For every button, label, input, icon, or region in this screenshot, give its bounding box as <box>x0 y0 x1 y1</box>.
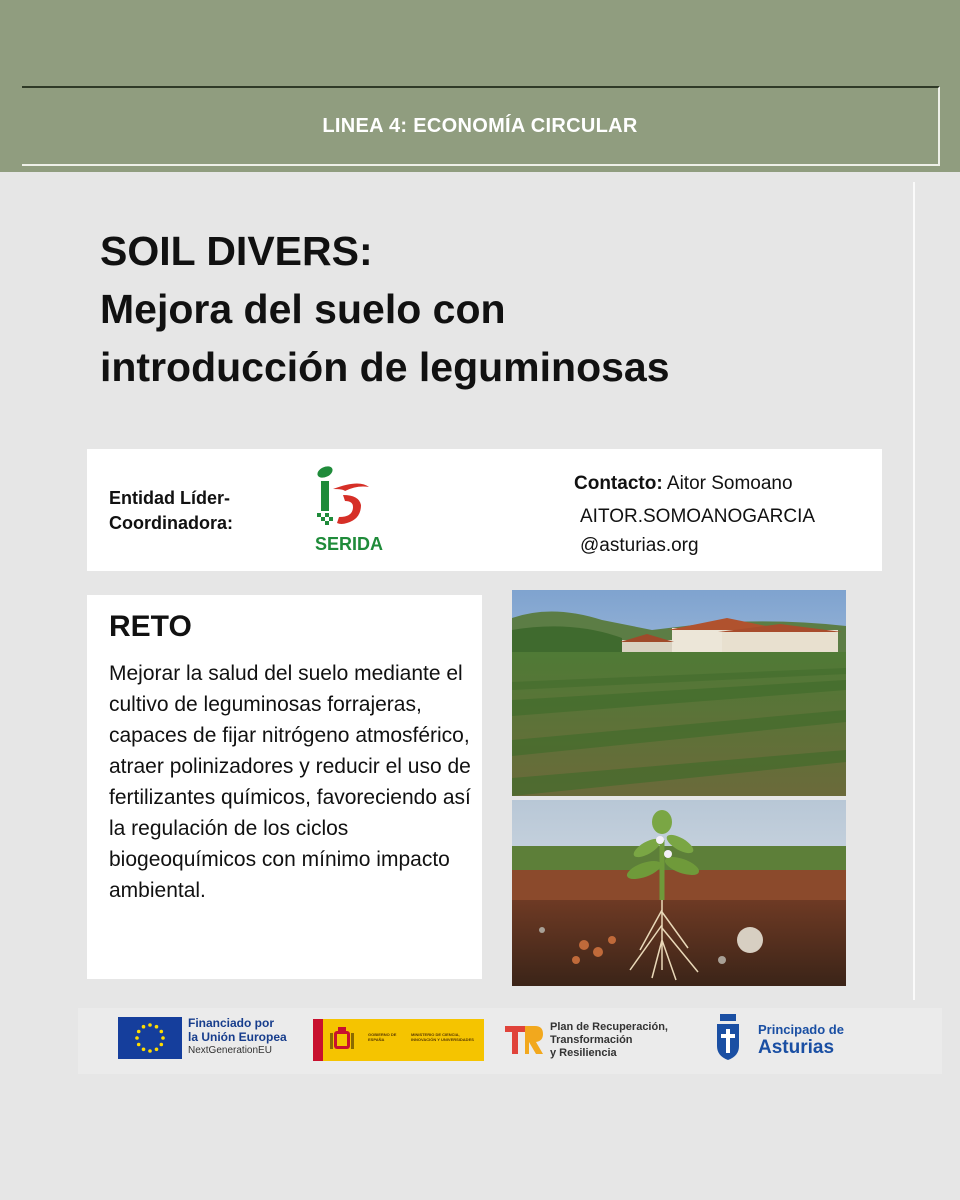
title-line-1: SOIL DIVERS: <box>100 228 373 274</box>
gobierno-text: GOBIERNO DE ESPAÑA <box>368 1032 397 1042</box>
entity-panel <box>87 449 882 571</box>
prtr-line-3: y Resiliencia <box>550 1047 617 1059</box>
reto-panel <box>87 595 482 979</box>
field-photo <box>512 590 846 796</box>
prtr-line-1: Plan de Recuperación, <box>550 1021 668 1033</box>
eu-funding-text <box>188 1016 287 1058</box>
spain-crest-icon <box>327 1025 357 1055</box>
contact-email-line-2[interactable]: @asturias.org <box>580 535 699 556</box>
title-line-3: introducción de leguminosas <box>100 344 670 390</box>
eu-flag-icon <box>118 1017 182 1059</box>
contact-label: Contacto: <box>574 473 663 494</box>
ministerio-text: MINISTERIO DE CIENCIA, INNOVACIÓN Y UNIVERSIDADES <box>411 1032 474 1042</box>
entity-label-line-1: Entidad Líder- <box>109 488 230 508</box>
eu-line-2: la Unión Europea <box>188 1030 287 1044</box>
contact-row <box>574 467 815 500</box>
entity-label <box>109 486 233 536</box>
line-title: LINEA 4: ECONOMÍA CIRCULAR <box>322 114 638 137</box>
asturias-crest-icon <box>714 1012 742 1062</box>
asturias-text <box>758 1022 844 1058</box>
contact-name: Aitor Somoano <box>666 473 793 494</box>
line-banner <box>22 86 940 166</box>
eu-line-3: NextGenerationEU <box>188 1045 272 1056</box>
prtr-text <box>550 1021 668 1060</box>
right-divider <box>913 182 915 1000</box>
contact-email-line-1[interactable]: AITOR.SOMOANOGARCIA <box>580 506 816 527</box>
asturias-line-2: Asturias <box>758 1037 835 1058</box>
serida-logo <box>313 465 403 559</box>
prtr-line-2: Transformación <box>550 1034 633 1046</box>
prtr-logo-icon <box>503 1018 547 1062</box>
eu-line-1: Financiado por <box>188 1016 275 1030</box>
gobierno-logo <box>313 1019 484 1061</box>
page-title <box>100 222 670 396</box>
funding-footer <box>78 1008 942 1074</box>
legume-root-photo <box>512 800 846 986</box>
reto-text: Mejorar la salud del suelo mediante el cultivo de leguminosas forrajeras, capaces de fijar nitrógeno atmosférico, atraer polinizadores y reducir el uso de fertilizantes químicos, favoreciendo así la regulación de los ciclos biogeoquímicos con mínimo impacto ambiental. <box>109 662 471 902</box>
header-band <box>0 0 960 172</box>
asturias-line-1: Principado de <box>758 1022 844 1037</box>
gobierno-flag-stripe <box>313 1019 323 1061</box>
contact-block <box>574 467 815 559</box>
entity-label-line-2: Coordinadora: <box>109 513 233 533</box>
reto-title: RETO <box>109 610 192 643</box>
serida-logo-icon <box>313 465 385 535</box>
serida-logo-text: SERIDA <box>314 534 383 554</box>
title-line-2: Mejora del suelo con <box>100 286 506 332</box>
